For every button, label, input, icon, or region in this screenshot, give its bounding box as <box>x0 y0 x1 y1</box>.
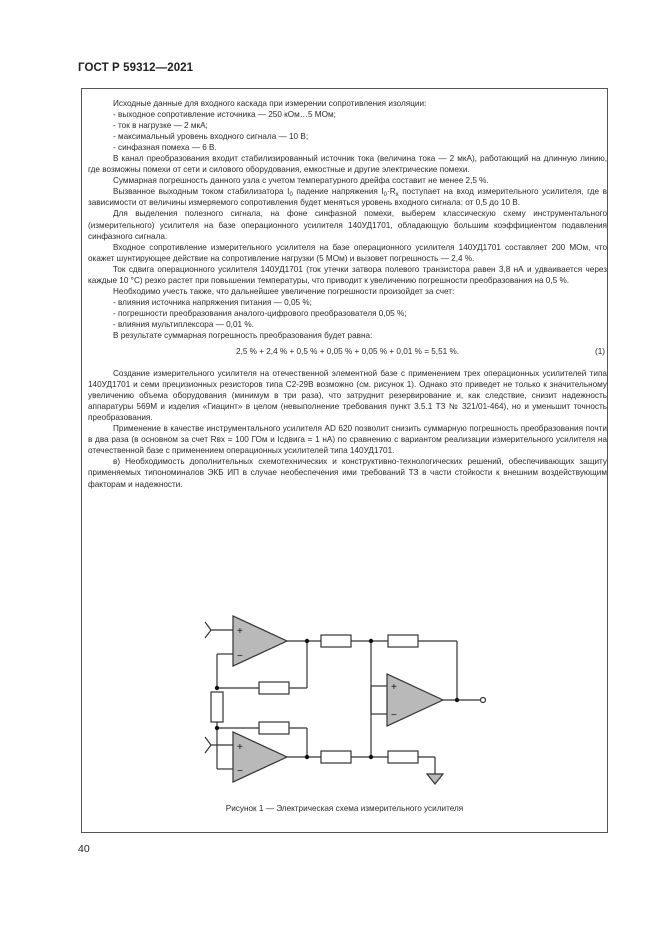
resistor-gain <box>211 692 223 722</box>
list-item: - ток в нагрузке — 2 мкА; <box>113 121 208 131</box>
paragraph-domestic-base: Создание измерительного усилителя на отечественной элементной базе с применением трех операционных усилителей типа 140УД1701 и семи прецизионных резисторов типа С2-29В возможно (см. рисунок 1). Однако это приведет не только к значительному увеличению объема оборудования (минимум в три раза), что затруднит резервирование и, как следствие, снизит надежность аппаратуры 569М и изделия «Гиацинт» в целом (невыполнение требования пункт 3.5.1 ТЗ № 321/01-464), но и уменьшит точность преобразования. <box>88 369 607 423</box>
body-text <box>88 98 607 490</box>
text-run: поступает на вход измерительного усилителя, где в зависимости от величины измеряемого сопротивления будет меняться уровень входного сигнала: от 0,5 до 10 В. <box>88 187 607 208</box>
text-run: Вызванное выходным током стабилизатора I <box>113 187 290 197</box>
plus-label: + <box>237 626 243 637</box>
resistor-feedback-top <box>259 682 289 694</box>
subscript: 0 <box>383 192 388 199</box>
resistor-input-top <box>321 635 351 647</box>
junction-dot <box>455 698 459 702</box>
junction-dot <box>305 639 309 643</box>
junction-dot <box>215 686 219 690</box>
paragraph-voltage-drop <box>88 186 607 208</box>
minus-label: − <box>237 766 243 777</box>
document-header: ГОСТ Р 59312—2021 <box>78 62 194 74</box>
text-run: падение напряжения I <box>292 187 384 197</box>
text-run: ·R <box>387 187 396 197</box>
junction-dot <box>215 726 219 730</box>
list-item: - максимальный уровень входного сигнала — 10 В; <box>113 132 309 142</box>
formula-expression: 2,5 % + 2,4 % + 0,5 % + 0,05 % + 0,05 % + 0,01 % = 5,51 %. <box>235 347 460 357</box>
ground-icon <box>427 774 443 784</box>
output-terminal <box>481 698 486 703</box>
minus-label: − <box>237 651 243 662</box>
paragraph-amplifier-choice: Для выделения полезного сигнала, на фоне синфазной помехи, выберем классическую схему инструментального (измерительного) усилителя на базе операционного усилителя 140УД1701, обладающую большим коэффициентом подавления синфазного сигнала. <box>88 209 607 241</box>
formula-number: (1) <box>594 347 605 357</box>
plus-label: + <box>237 742 243 753</box>
figure-caption: Рисунок 1 — Электрическая схема измерительного усилителя <box>225 804 464 813</box>
input-terminal-bottom <box>205 737 211 753</box>
paragraph-input-resistance: Входное сопротивление измерительного усилителя на базе операционного усилителя 140УД1701 составляет 200 МОм, что окажет шунтирующее действие на сопротивление нагрузки (5 МОм) и вызовет погрешность — 2,4 %. <box>88 242 607 263</box>
junction-dot <box>369 755 373 759</box>
paragraph-input-data: Исходные данные для входного каскада при измерении сопротивления изоляции: <box>113 99 427 108</box>
page-number: 40 <box>78 843 90 855</box>
paragraph-ad620: Применение в качестве инструментального усилителя AD 620 позволит снизить суммарную погрешность преобразования почти в два раза (в основном за счет Rвх = 100 ГОм и Iсдвига = 1 нА) по сравнению с вариантом реализации измерительного усилителя на отечественной базе с применением операционных усилителей типа 140УД1701. <box>88 424 607 456</box>
paragraph-channel: В канал преобразования входит стабилизированный источник тока (величина тока — 2 мкА), работающий на длинную линию, где возможны помехи от сети и силового оборудования, емкостные и другие электрические помехи. <box>88 154 607 175</box>
resistor-ground <box>388 751 418 763</box>
plus-label: + <box>391 682 397 693</box>
instrumentation-amplifier-schematic <box>195 604 495 799</box>
junction-dot <box>305 755 309 759</box>
paragraph-item-v: в) Необходимость дополнительных схемотехнических и конструктивно-технологических решений, обеспечивающих защиту применяемых типономиналов ЭКБ ИП в случае необеспечения ими требований ТЗ в части стойкости к внешним воздействующим факторам и надежности. <box>88 457 607 489</box>
minus-label: − <box>391 710 397 721</box>
resistor-output-feedback <box>388 635 418 647</box>
paragraph-additional-error: Необходимо учесть также, что дальнейшее увеличение погрешности произойдет за счет: <box>113 286 455 296</box>
list-item: - влияния мультиплексора — 0,01 %. <box>113 319 254 329</box>
list-item: - синфазная помеха — 6 В. <box>113 143 217 153</box>
list-item: - погрешности преобразования аналого-цифрового преобразователя 0,05 %; <box>113 308 407 318</box>
list-item: - выходное сопротивление источника — 250 кОм…5 МОм; <box>113 110 336 120</box>
formula-1 <box>88 341 607 363</box>
paragraph-offset-current: Ток сдвига операционного усилителя 140УД1701 (ток утечки затвора полевого транзистора равен 3,8 нА и удваивается через каждые 10 °С) резко растет при повышении температуры, что приводит к увеличению погрешности преобразования на 0,5 %. <box>88 264 607 285</box>
subscript: 0 <box>289 192 293 199</box>
resistor-feedback-bottom <box>259 722 289 734</box>
paragraph-total-error: Суммарная погрешность данного узла с учетом температурного дрейфа составит не менее 2,5 %. <box>113 176 489 186</box>
junction-dot <box>369 639 373 643</box>
input-terminal-top <box>205 622 211 638</box>
list-item: - влияния источника напряжения питания — 0,05 %; <box>113 297 312 307</box>
resistor-input-bottom <box>321 751 351 763</box>
paragraph-result-intro: В результате суммарная погрешность преобразования будет равна: <box>113 330 373 340</box>
subscript: x <box>395 192 399 199</box>
